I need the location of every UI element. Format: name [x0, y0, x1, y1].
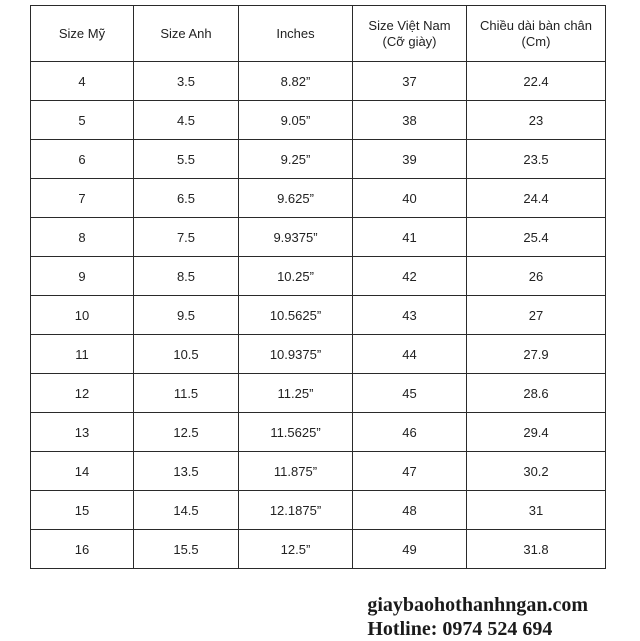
- cell-inches: 9.05”: [239, 101, 353, 140]
- header-foot-length: [467, 6, 606, 62]
- cell-size-vn: 44: [353, 335, 467, 374]
- cell-size-uk: 4.5: [134, 101, 239, 140]
- cell-inches: 9.9375”: [239, 218, 353, 257]
- cell-size-uk: 12.5: [134, 413, 239, 452]
- table-row: [31, 335, 606, 374]
- shop-hotline: Hotline: 0974 524 694: [367, 618, 553, 640]
- cell-foot-length: 27: [467, 296, 606, 335]
- cell-inches: 12.5”: [239, 530, 353, 569]
- header-row: [31, 6, 606, 62]
- cell-size-vn: 37: [353, 62, 467, 101]
- cell-size-vn: 42: [353, 257, 467, 296]
- header-foot-length-sublabel: (Cm): [521, 33, 551, 49]
- cell-inches: 11.875”: [239, 452, 353, 491]
- cell-inches: 8.82”: [239, 62, 353, 101]
- header-foot-length-label: Chiều dài bàn chân: [479, 17, 593, 33]
- cell-size-vn: 47: [353, 452, 467, 491]
- cell-size-vn: 48: [353, 491, 467, 530]
- cell-foot-length: 23: [467, 101, 606, 140]
- cell-foot-length: 23.5: [467, 140, 606, 179]
- cell-foot-length: 22.4: [467, 62, 606, 101]
- cell-inches: 10.9375”: [239, 335, 353, 374]
- cell-size-us: 9: [31, 257, 134, 296]
- cell-size-us: 12: [31, 374, 134, 413]
- cell-size-us: 5: [31, 101, 134, 140]
- cell-size-vn: 38: [353, 101, 467, 140]
- table-row: [31, 257, 606, 296]
- header-size-uk-label: Size Anh: [160, 25, 212, 41]
- cell-size-us: 15: [31, 491, 134, 530]
- cell-inches: 11.5625”: [239, 413, 353, 452]
- shop-website: giaybaohothanhngan.com: [367, 594, 588, 616]
- cell-size-us: 14: [31, 452, 134, 491]
- cell-inches: 9.25”: [239, 140, 353, 179]
- table-row: [31, 296, 606, 335]
- cell-size-vn: 41: [353, 218, 467, 257]
- header-size-vn: [353, 6, 467, 62]
- cell-size-uk: 10.5: [134, 335, 239, 374]
- cell-size-us: 16: [31, 530, 134, 569]
- cell-foot-length: 30.2: [467, 452, 606, 491]
- cell-size-vn: 46: [353, 413, 467, 452]
- table-row: [31, 413, 606, 452]
- cell-inches: 10.5625”: [239, 296, 353, 335]
- header-size-vn-sublabel: (Cỡ giày): [382, 33, 437, 49]
- cell-size-uk: 14.5: [134, 491, 239, 530]
- cell-size-uk: 13.5: [134, 452, 239, 491]
- cell-foot-length: 25.4: [467, 218, 606, 257]
- table-row: [31, 179, 606, 218]
- table-row: [31, 140, 606, 179]
- table-row: [31, 218, 606, 257]
- cell-foot-length: 29.4: [467, 413, 606, 452]
- cell-foot-length: 31: [467, 491, 606, 530]
- cell-size-us: 8: [31, 218, 134, 257]
- header-size-us: [31, 6, 134, 62]
- cell-size-uk: 11.5: [134, 374, 239, 413]
- table-body: [31, 62, 606, 569]
- cell-size-vn: 43: [353, 296, 467, 335]
- cell-size-uk: 6.5: [134, 179, 239, 218]
- cell-foot-length: 27.9: [467, 335, 606, 374]
- table-row: [31, 374, 606, 413]
- header-size-us-label: Size Mỹ: [58, 25, 106, 41]
- table-header: [31, 6, 606, 62]
- cell-inches: 11.25”: [239, 374, 353, 413]
- header-inches-label: Inches: [276, 25, 315, 41]
- header-size-vn-label: Size Việt Nam: [368, 17, 451, 33]
- cell-size-us: 6: [31, 140, 134, 179]
- cell-size-uk: 7.5: [134, 218, 239, 257]
- cell-inches: 10.25”: [239, 257, 353, 296]
- cell-size-vn: 45: [353, 374, 467, 413]
- cell-size-us: 10: [31, 296, 134, 335]
- cell-size-us: 13: [31, 413, 134, 452]
- cell-size-vn: 40: [353, 179, 467, 218]
- table-row: [31, 530, 606, 569]
- cell-size-us: 4: [31, 62, 134, 101]
- shop-contact-watermark: [367, 593, 588, 641]
- cell-foot-length: 28.6: [467, 374, 606, 413]
- cell-size-vn: 39: [353, 140, 467, 179]
- cell-size-uk: 5.5: [134, 140, 239, 179]
- cell-size-uk: 9.5: [134, 296, 239, 335]
- table-row: [31, 491, 606, 530]
- table-row: [31, 101, 606, 140]
- cell-foot-length: 31.8: [467, 530, 606, 569]
- cell-size-uk: 3.5: [134, 62, 239, 101]
- shoe-size-table: [30, 5, 606, 569]
- cell-size-uk: 15.5: [134, 530, 239, 569]
- cell-inches: 9.625”: [239, 179, 353, 218]
- cell-foot-length: 26: [467, 257, 606, 296]
- cell-size-uk: 8.5: [134, 257, 239, 296]
- cell-size-us: 7: [31, 179, 134, 218]
- table-row: [31, 452, 606, 491]
- cell-size-vn: 49: [353, 530, 467, 569]
- cell-inches: 12.1875”: [239, 491, 353, 530]
- cell-size-us: 11: [31, 335, 134, 374]
- cell-foot-length: 24.4: [467, 179, 606, 218]
- header-inches: [239, 6, 353, 62]
- table-row: [31, 62, 606, 101]
- header-size-uk: [134, 6, 239, 62]
